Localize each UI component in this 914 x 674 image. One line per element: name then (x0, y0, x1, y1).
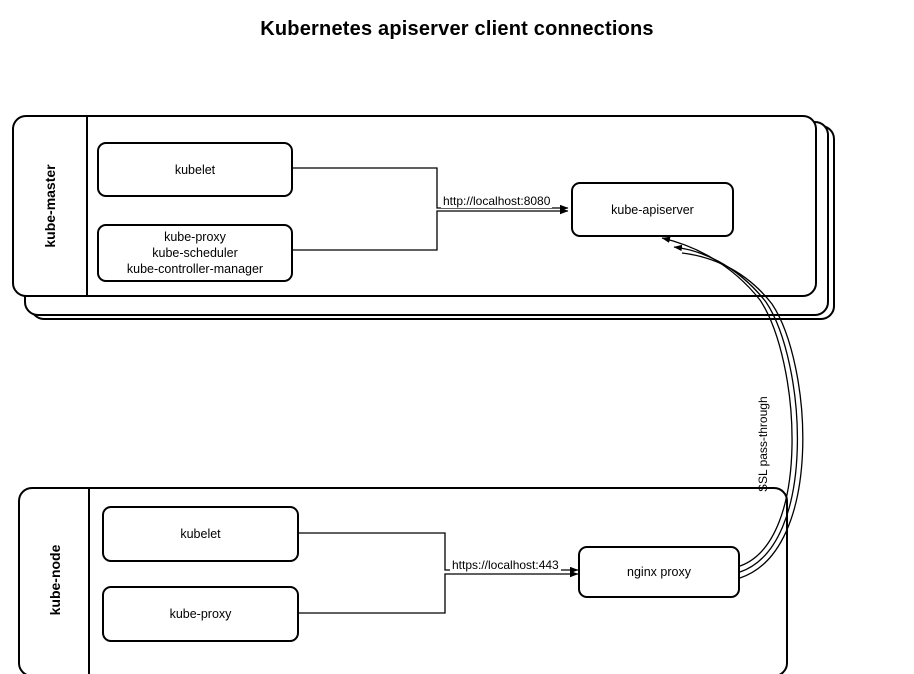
edge-label-https-localhost: https://localhost:443 (452, 558, 559, 572)
node-kube-controller-manager-label: kube-controller-manager (126, 262, 264, 276)
group-label-kube-master: kube-master (42, 164, 58, 248)
node-master-kubelet[interactable] (97, 142, 293, 197)
kube-master-label-divider (86, 115, 88, 297)
node-kube-apiserver[interactable] (571, 182, 734, 237)
node-master-kubelet-label: kubelet (174, 162, 216, 177)
edge-label-http-localhost: http://localhost:8080 (443, 194, 551, 208)
group-label-kube-node: kube-node (47, 544, 63, 616)
node-nginx-proxy[interactable] (578, 546, 740, 598)
node-master-proxy-stack[interactable] (97, 224, 293, 282)
node-kube-proxy-label: kube-proxy (164, 230, 226, 244)
node-kube-scheduler-label: kube-scheduler (152, 246, 238, 260)
edge-label-ssl-pass-through: SSL pass-through (756, 396, 770, 492)
node-node-kubelet-label: kubelet (180, 527, 221, 541)
node-node-kube-proxy[interactable] (102, 586, 299, 642)
node-kube-apiserver-label: kube-apiserver (611, 202, 694, 217)
node-node-kubelet[interactable] (102, 506, 299, 562)
node-node-kube-proxy-label: kube-proxy (169, 607, 232, 621)
page-title: Kubernetes apiserver client connections (260, 18, 654, 40)
kube-node-label-divider (88, 487, 90, 674)
node-nginx-proxy-label: nginx proxy (627, 565, 691, 579)
